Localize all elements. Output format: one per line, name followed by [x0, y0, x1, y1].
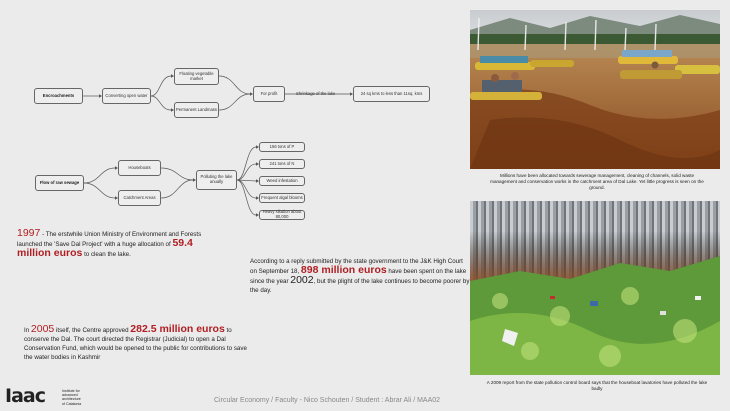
node-houseboats: Houseboats — [118, 160, 161, 176]
amount-282-5: 282.5 million euros — [130, 323, 225, 335]
text-reply-part3: , but the plight of the lake continues to become poorer by the day. — [250, 278, 470, 294]
year-1997: 1997 — [17, 227, 41, 239]
text-2005-part1: itself, the Centre approved — [54, 327, 131, 334]
node-weed-infestation: Weed infestation — [259, 176, 305, 186]
iaac-logo-subtitle — [62, 389, 81, 406]
node-converting-open-water: Converting open water — [102, 88, 151, 104]
photo-dal-lake-boats — [470, 10, 720, 169]
iaac-logo-mark: Iaac — [5, 385, 45, 407]
paragraph-reply — [250, 257, 470, 295]
amount-59-4: 59.4 million euros — [17, 237, 193, 259]
node-encroachments: Encroachments — [34, 88, 83, 104]
node-area-shrink: 24 sq kms to less than 11sq. kms — [353, 86, 430, 102]
node-permanent-landmass: Permanent Landmass — [174, 102, 219, 118]
amount-898: 898 million euros — [300, 264, 387, 276]
year-2005: 2005 — [30, 323, 55, 335]
node-catchment-areas: Catchment Areas — [118, 190, 161, 206]
text-2005-part2: to conserve the Dal. The court directed the Registrar (Judicial) to open a Dal Conservation Fund, which would be opened to the public for contributions to save the water bodies in Kashmir — [24, 327, 247, 361]
node-for-profit: For profit — [253, 86, 285, 102]
node-algal-blooms: Frequent algal blooms — [259, 193, 305, 203]
caption-photo-1: Millions have been allocated towards sewerage management, cleaning of channels, solid waste management and conservation works in the catchment area of Dal Lake. Yet little progress is seen on the ground. — [490, 173, 704, 190]
paragraph-2005 — [24, 325, 256, 362]
logo-line-1: Institute for — [62, 389, 80, 393]
text-reply-part2: have been spent on the lake since the year — [250, 268, 467, 285]
photo-polluted-water — [470, 201, 720, 375]
logo-line-2: advanced — [62, 393, 78, 398]
logo-line-3: architecture — [62, 397, 81, 402]
label-shrinkage: Shrinkage of the lake — [296, 91, 336, 96]
year-2002: 2002 — [290, 274, 314, 286]
node-heavy-siltation: Heavy siltation about 80,000 — [259, 210, 305, 220]
node-nitrogen: 241 tons of N — [259, 159, 305, 169]
node-phosphorus: 156 tons of P — [259, 142, 305, 152]
node-floating-vegetable-market: Floating vegetable market — [174, 68, 219, 85]
node-flow-of-raw-sewage: Flow of raw sewage — [35, 175, 84, 191]
footer-credits: Circular Economy / Faculty - Nico Schouten / Student : Abrar Ali / MAA02 — [214, 397, 441, 404]
iaac-logo — [5, 385, 95, 409]
text-1997-part1: - The erstwhile Union Ministry of Environment and Forests launched the 'Save Dal Project' with a huge allocation of — [17, 231, 202, 248]
text-reply-part1: According to a reply submitted by the state government to the J&K High Court on September 18, — [250, 258, 463, 275]
node-polluting-lake: Polluting the lake anually — [196, 170, 237, 190]
paragraph-1997 — [17, 229, 227, 259]
logo-line-4: of Catalonia — [62, 401, 82, 406]
caption-photo-2: A 2009 report from the state pollution control board says that the houseboat lavatories have polluted the lake badly — [486, 380, 708, 391]
text-1997-part2: to clean the lake. — [82, 251, 131, 258]
text-2005-prefix: In — [24, 327, 31, 334]
flow-connectors — [0, 0, 470, 240]
